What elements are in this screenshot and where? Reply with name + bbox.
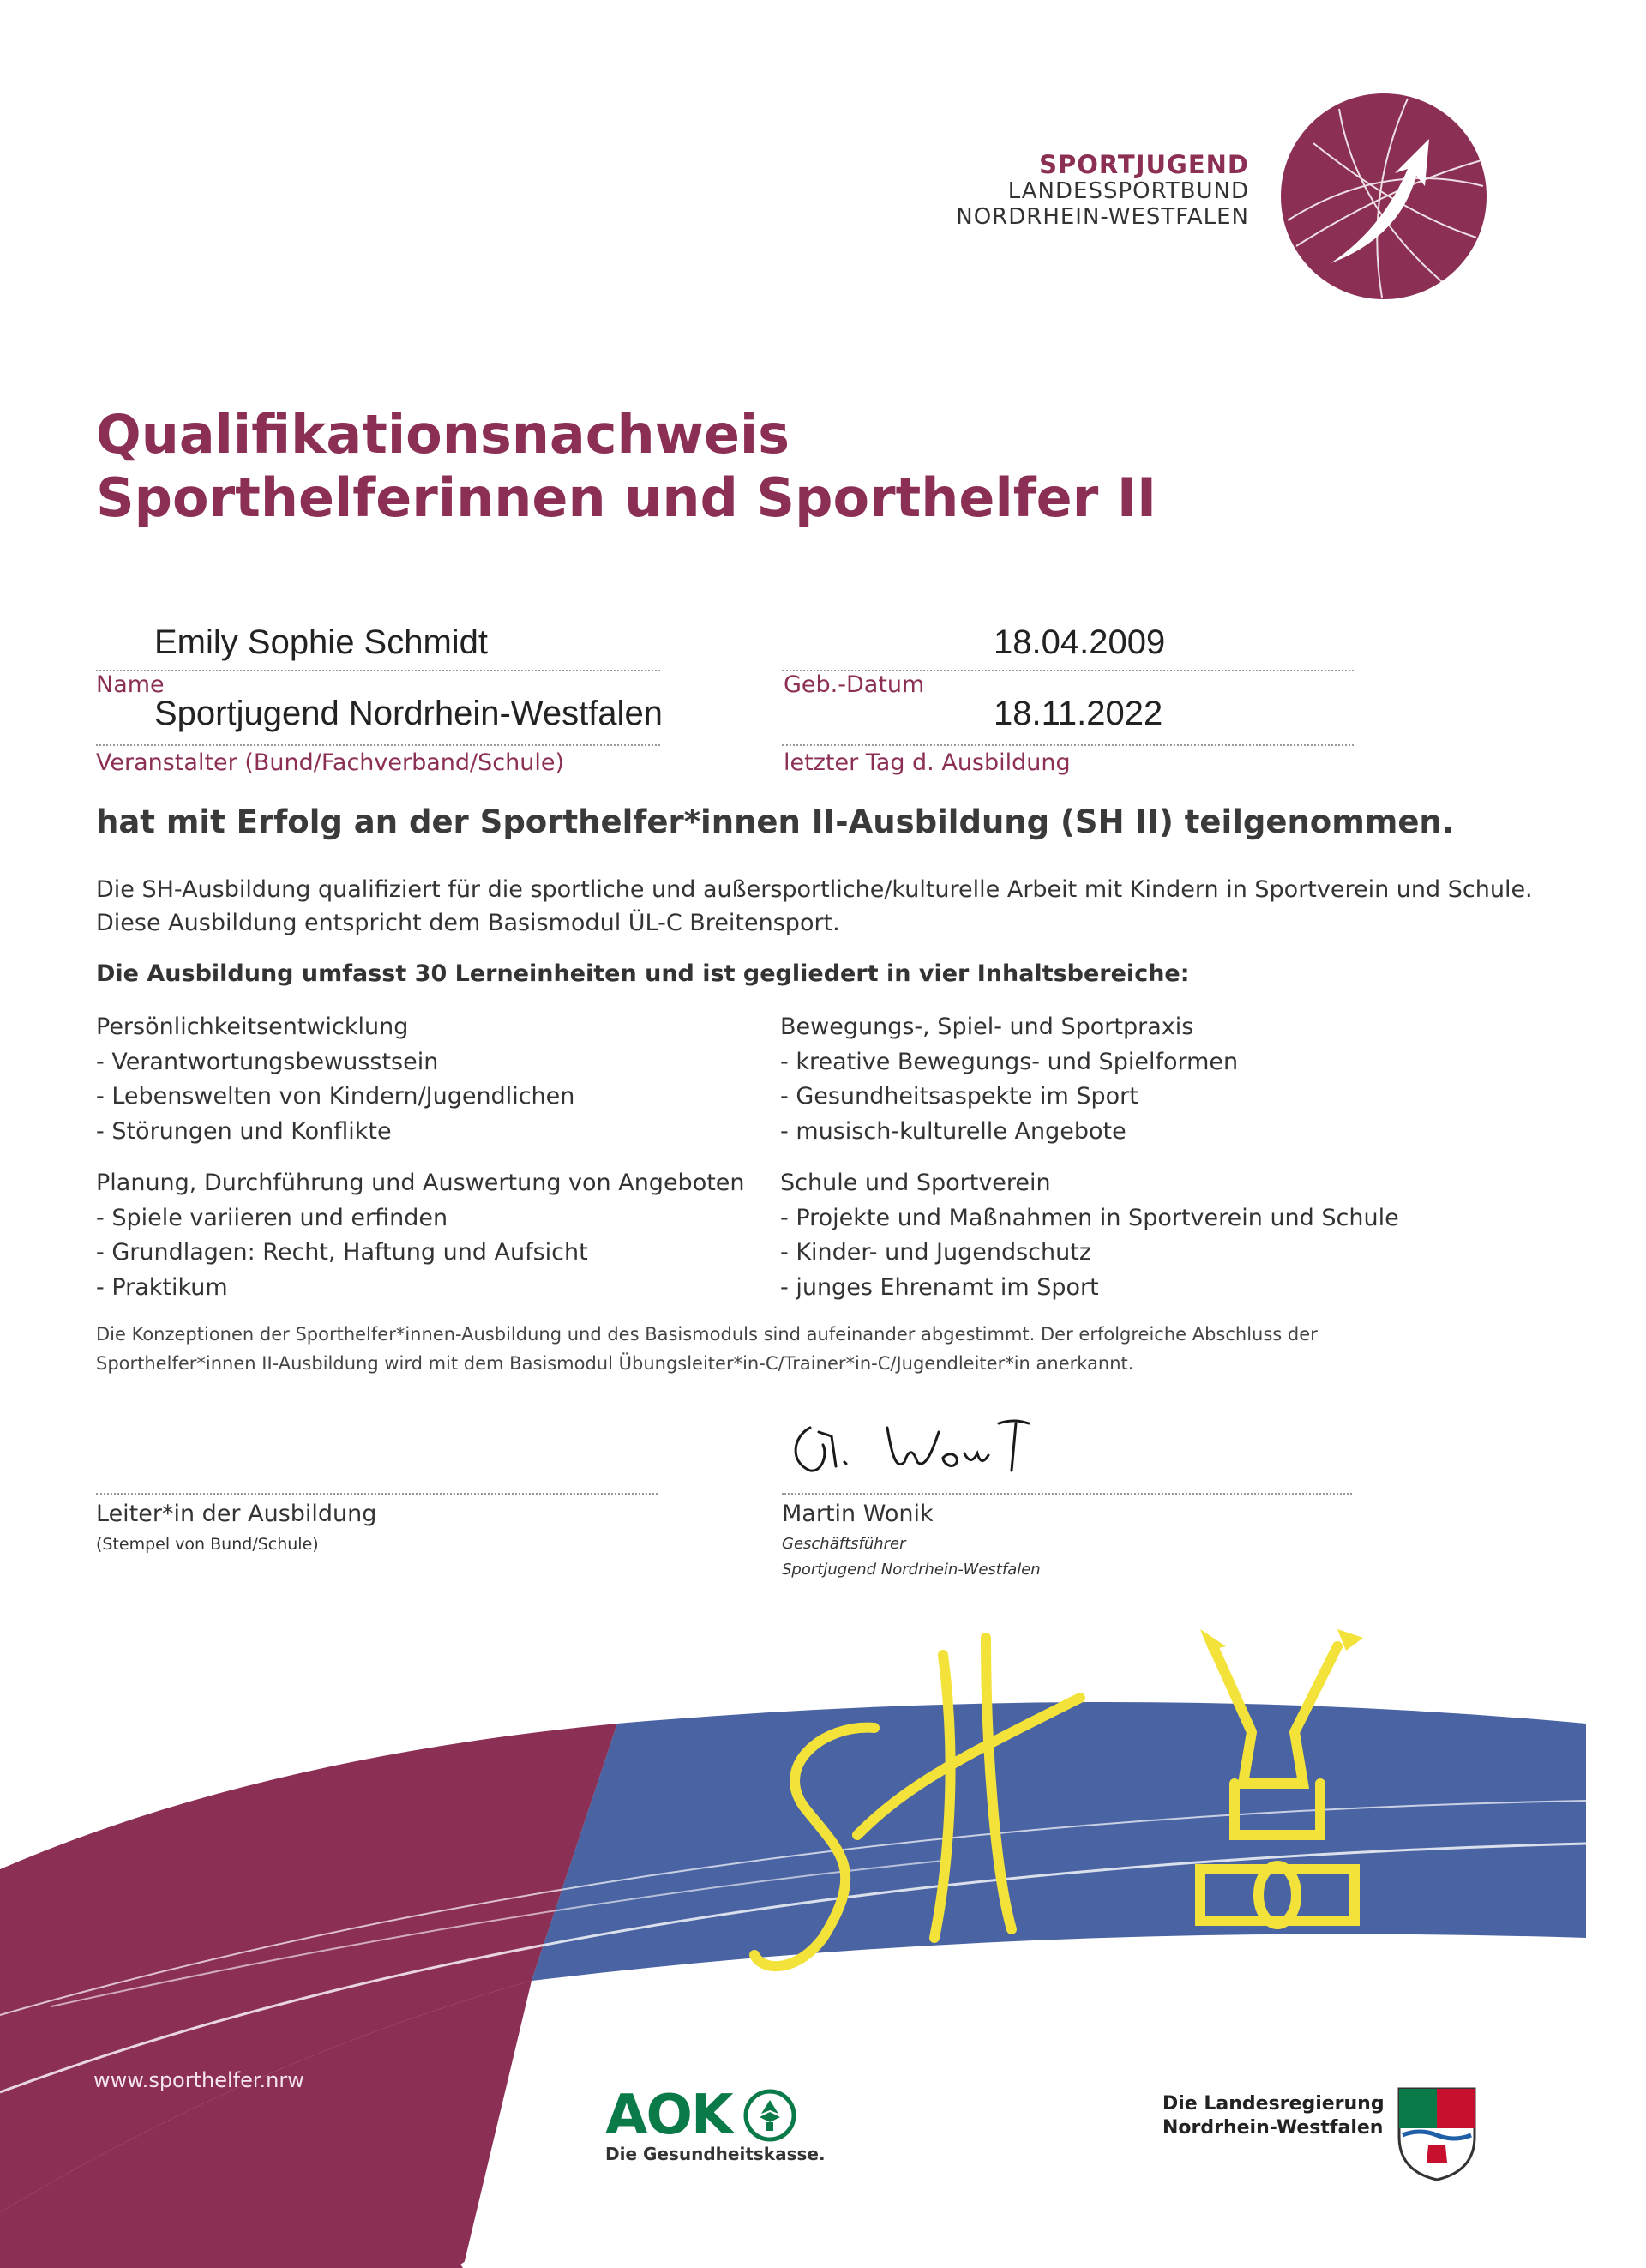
leader-stamp-note: (Stempel von Bund/Schule) [96,1535,319,1554]
description [96,873,1553,940]
description-line-2: Diese Ausbildung entspricht dem Basismodul ÜL-C Breitensport. [96,910,840,937]
content-area-item: - Projekte und Maßnahmen in Sportverein und Schule [780,1204,1399,1231]
leader-signature-label: Leiter*in der Ausbildung [96,1501,377,1527]
completion-statement: hat mit Erfolg an der Sporthelfer*innen II-Ausbildung (SH II) teilgenommen. [96,803,1454,840]
sportjugend-logo-icon [1279,92,1488,301]
organizer-line [96,744,660,746]
title-line-2: Sporthelferinnen und Sporthelfer II [96,466,1157,530]
content-area-item: - junges Ehrenamt im Sport [780,1273,1099,1301]
content-area [780,1166,1399,1305]
birthdate-value: 18.04.2009 [994,623,1166,661]
content-intro: Die Ausbildung umfasst 30 Lerneinheiten und ist gegliedert in vier Inhaltsbereiche: [96,960,1190,987]
aok-tagline: Die Gesundheitskasse. [605,2144,826,2164]
nrw-line-1: Die Landesregierung [1162,2093,1385,2115]
nrw-government [1162,2092,1385,2139]
director-organization: Sportjugend Nordrhein-Westfalen [782,1561,1041,1579]
content-area [780,1010,1238,1149]
footnote [96,1320,1553,1378]
aok-logo [605,2084,826,2164]
aok-tree-icon [742,2088,797,2143]
last-day-label: letzter Tag d. Ausbildung [784,749,1071,776]
aok-name: AOK [605,2084,732,2147]
footnote-line-1: Die Konzeptionen der Sporthelfer*innen-Ausbildung und des Basismoduls sind aufeinander abgestimmt. Der erfolgreiche Abschluss der [96,1324,1318,1345]
content-area [96,1166,745,1305]
organizer-value: Sportjugend Nordrhein-Westfalen [154,695,663,732]
content-area-item: - kreative Bewegungs- und Spielformen [780,1048,1239,1075]
content-area-heading: Persönlichkeitsentwicklung [96,1014,409,1040]
website-url[interactable]: www.sporthelfer.nrw [93,2068,304,2092]
nrw-coat-of-arms-icon [1394,2085,1480,2181]
content-area-item: - Verantwortungsbewusstsein [96,1048,439,1075]
last-day-line [782,744,1354,746]
footnote-line-2: Sporthelfer*innen II-Ausbildung wird mit dem Basismodul Übungsleiter*in-C/Trainer*in-C/Jugendleiter*in anerkannt. [96,1352,1134,1374]
name-label: Name [96,671,165,698]
content-area-item: - Störungen und Konflikte [96,1117,392,1145]
org-line-1: SPORTJUGEND [1039,150,1249,179]
content-area-heading: Planung, Durchführung und Auswertung von Angeboten [96,1170,745,1196]
director-signature-line [782,1493,1352,1495]
content-area-item: - Kinder- und Jugendschutz [780,1239,1092,1266]
organization-name [956,151,1249,231]
birthdate-label: Geb.-Datum [784,671,925,698]
content-area-item: - musisch-kulturelle Angebote [780,1117,1126,1145]
content-area-heading: Bewegungs-, Spiel- und Sportpraxis [780,1014,1194,1040]
leader-signature-line [96,1493,658,1495]
director-name: Martin Wonik [782,1501,934,1527]
content-area-item: - Gesundheitsaspekte im Sport [780,1083,1138,1110]
content-area [96,1010,574,1149]
content-area-item: - Grundlagen: Recht, Haftung und Aufsicht [96,1239,588,1266]
content-area-item: - Lebenswelten von Kindern/Jugendlichen [96,1083,575,1110]
organizer-label: Veranstalter (Bund/Fachverband/Schule) [96,749,564,776]
document-title [96,403,1156,531]
director-role: Geschäftsführer [782,1535,906,1553]
name-line [96,670,660,671]
org-line-2: LANDESSPORTBUND [1007,178,1249,205]
content-area-item: - Spiele variieren und erfinden [96,1204,448,1231]
content-area-heading: Schule und Sportverein [780,1170,1051,1196]
content-area-item: - Praktikum [96,1273,228,1301]
last-day-value: 18.11.2022 [994,695,1163,732]
description-line-1: Die SH-Ausbildung qualifiziert für die sportliche und außersportliche/kulturelle Arbeit mit Kindern in Sportverein und Schule. [96,876,1533,903]
handwritten-signature [784,1411,1059,1488]
nrw-line-2: Nordrhein-Westfalen [1162,2116,1384,2139]
org-line-3: NORDRHEIN-WESTFALEN [956,204,1249,231]
name-value: Emily Sophie Schmidt [154,623,489,661]
title-line-1: Qualifikationsnachweis [96,403,790,466]
